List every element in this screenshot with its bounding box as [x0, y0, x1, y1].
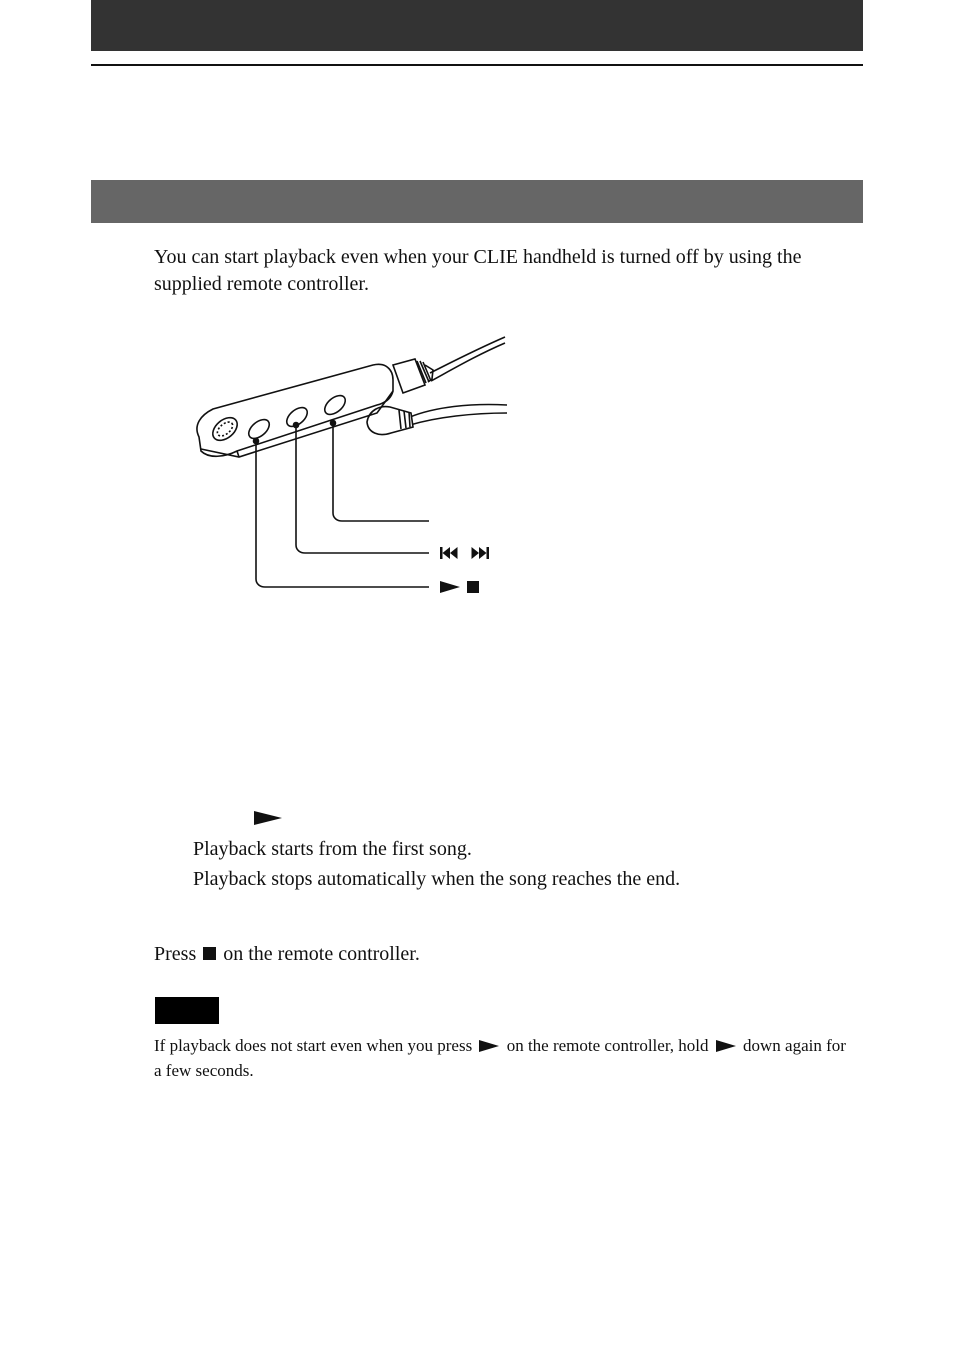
play-stop-symbol [440, 581, 479, 593]
headphone-cable-upper-2 [431, 343, 505, 381]
note-text-part1: If playback does not start even when you press [154, 1036, 473, 1055]
play-icon [479, 1040, 499, 1052]
header-rule [91, 64, 863, 66]
step-result-line-2: Playback stops automatically when the song reaches the end. [193, 868, 681, 890]
step-result-line-1: Playback starts from the first song. [193, 838, 472, 860]
stop-instruction-before: Press [154, 943, 197, 965]
play-icon [716, 1040, 736, 1052]
header-bar [91, 0, 863, 51]
leader-line-play-stop [256, 441, 429, 587]
headphone-cable-upper [430, 337, 505, 373]
stop-icon [203, 947, 216, 960]
intro-paragraph: You can start playback even when your CLIE handheld is turned off by using the supplied remote controller. [154, 246, 802, 295]
note-text [154, 1033, 854, 1083]
note-badge [155, 997, 219, 1024]
note-text-part2: on the remote controller, hold [506, 1036, 709, 1055]
leader-line-volume [333, 423, 429, 521]
leader-line-prev-next [296, 425, 429, 553]
prev-next-symbol [440, 547, 489, 559]
remote-controller-illustration [185, 325, 525, 610]
section-heading-bar [91, 180, 863, 223]
plug-upper [393, 359, 433, 393]
stop-instruction-after: on the remote controller. [223, 943, 420, 965]
play-icon [252, 806, 286, 830]
cable-lower-2 [410, 413, 507, 425]
plug-lower [367, 407, 413, 435]
stop-instruction [154, 941, 420, 968]
note-text-part3: down again for a few seconds. [154, 1036, 846, 1080]
